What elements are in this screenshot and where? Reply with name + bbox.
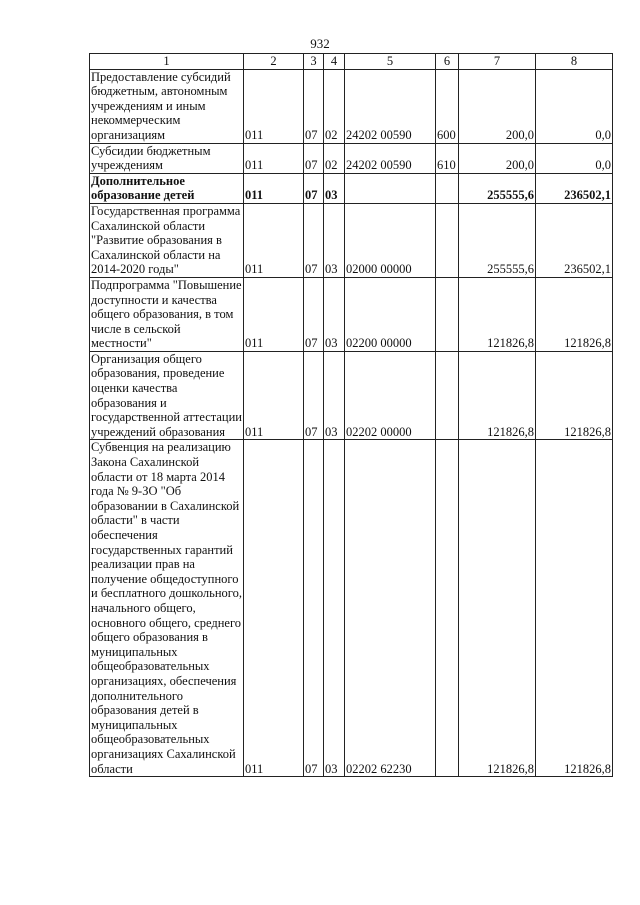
row-name-cell: Субсидии бюджетным учреждениям (90, 143, 244, 173)
expense-type-cell: 600 (436, 69, 459, 143)
row-name-cell: Предоставление субсидий бюджетным, автономным учреждениям и иным некоммерческим организациям (90, 69, 244, 143)
expense-type-cell (436, 351, 459, 440)
header-row (90, 54, 613, 70)
ministry-code-cell: 011 (244, 351, 304, 440)
table-row (90, 277, 613, 351)
section-code-cell: 07 (304, 277, 324, 351)
target-article-cell: 02202 00000 (345, 351, 436, 440)
col-header: 5 (345, 54, 436, 70)
amount-col7-cell: 255555,6 (459, 173, 536, 203)
table-row (90, 440, 613, 777)
target-article-cell: 02000 00000 (345, 203, 436, 277)
table-row (90, 143, 613, 173)
amount-col7-cell: 200,0 (459, 143, 536, 173)
table-row (90, 173, 613, 203)
subsection-code-cell: 03 (324, 173, 345, 203)
ministry-code-cell: 011 (244, 69, 304, 143)
target-article-cell: 24202 00590 (345, 69, 436, 143)
row-name-cell: Подпрограмма "Повышение доступности и качества общего образования, в том числе в сельской местности" (91, 277, 242, 351)
subsection-code-cell: 03 (324, 351, 345, 440)
amount-col7-cell: 200,0 (459, 69, 536, 143)
subsection-code-cell: 02 (324, 69, 345, 143)
ministry-code-cell: 011 (244, 143, 304, 173)
col-header: 7 (459, 54, 536, 70)
subsection-code-cell: 03 (324, 277, 345, 351)
amount-col7-cell: 121826,8 (459, 351, 536, 440)
amount-col8-cell: 236502,1 (536, 203, 613, 277)
col-header: 8 (536, 54, 613, 70)
row-name-cell: Государственная программа Сахалинской области "Развитие образования в Сахалинской области на 2014-2020 годы" (90, 203, 244, 277)
ministry-code-cell: 011 (244, 277, 304, 351)
amount-col7-cell: 255555,6 (459, 203, 536, 277)
subsection-code-cell: 03 (324, 440, 345, 777)
expense-type-cell (436, 203, 459, 277)
target-article-cell (345, 173, 436, 203)
subsection-code-cell: 02 (324, 143, 345, 173)
table-row (90, 351, 613, 440)
page-number: 932 (310, 36, 330, 51)
col-header: 6 (436, 54, 459, 70)
section-code-cell: 07 (304, 69, 324, 143)
section-code-cell: 07 (304, 173, 324, 203)
amount-col8-cell: 121826,8 (536, 351, 613, 440)
expense-type-cell (436, 277, 459, 351)
expense-type-cell (436, 440, 459, 777)
amount-col8-cell: 0,0 (536, 69, 613, 143)
amount-col7-cell: 121826,8 (459, 277, 536, 351)
row-name-cell: Субвенция на реализацию Закона Сахалинской области от 18 марта 2014 года № 9-ЗО "Об образовании в Сахалинской области" в части обеспечения государственных гарантий реализации прав на получение общедоступного и бесплатного дошкольного, начального общего, основного общего, среднего общего образования в муниципальных общеобразовательных организациях, обеспечения дополнительного образования детей в муниципальных общеобразовательных организациях Сахалинской области (91, 440, 242, 776)
amount-col8-cell: 121826,8 (536, 440, 613, 777)
budget-table (89, 53, 613, 777)
col-header: 3 (304, 54, 324, 70)
table-row (90, 203, 613, 277)
col-header: 2 (244, 54, 304, 70)
subsection-code-cell: 03 (324, 203, 345, 277)
ministry-code-cell: 011 (244, 440, 304, 777)
row-name-cell: Дополнительное образование детей (90, 173, 244, 203)
table-row (90, 69, 613, 143)
target-article-cell: 02200 00000 (345, 277, 436, 351)
ministry-code-cell: 011 (244, 173, 304, 203)
section-code-cell: 07 (304, 351, 324, 440)
expense-type-cell (436, 173, 459, 203)
col-header: 1 (90, 54, 244, 70)
amount-col8-cell: 121826,8 (536, 277, 613, 351)
expense-type-cell: 610 (436, 143, 459, 173)
amount-col8-cell: 236502,1 (536, 173, 613, 203)
section-code-cell: 07 (304, 203, 324, 277)
col-header: 4 (324, 54, 345, 70)
amount-col7-cell: 121826,8 (459, 440, 536, 777)
row-name-cell: Организация общего образования, проведение оценки качества образования и государственной аттестации учреждений образования (91, 351, 243, 439)
section-code-cell: 07 (304, 440, 324, 777)
target-article-cell: 24202 00590 (345, 143, 436, 173)
ministry-code-cell: 011 (244, 203, 304, 277)
section-code-cell: 07 (304, 143, 324, 173)
amount-col8-cell: 0,0 (536, 143, 613, 173)
target-article-cell: 02202 62230 (345, 440, 436, 777)
